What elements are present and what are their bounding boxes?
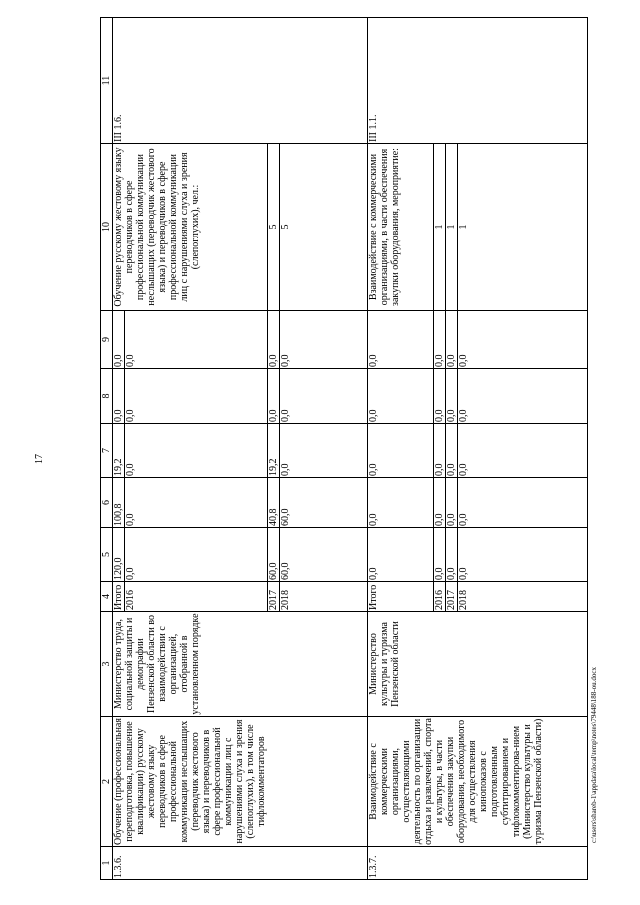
header-col-3: 3 bbox=[101, 612, 113, 717]
value-cell: 0,0 bbox=[368, 528, 434, 582]
value-cell: 0,0 bbox=[125, 528, 268, 582]
indicator-value: 5 bbox=[280, 144, 368, 311]
value-cell: 0,0 bbox=[280, 369, 368, 424]
header-col-10: 10 bbox=[101, 144, 113, 311]
value-cell: 0,0 bbox=[458, 424, 588, 478]
year-cell: 2018 bbox=[280, 582, 368, 612]
value-cell: 60,0 bbox=[268, 528, 280, 582]
value-cell: 0,0 bbox=[434, 528, 446, 582]
value-cell: 0,0 bbox=[368, 478, 434, 528]
value-cell: 0,0 bbox=[125, 478, 268, 528]
value-cell: 0,0 bbox=[368, 311, 434, 369]
value-cell: 0,0 bbox=[268, 311, 280, 369]
table-row bbox=[113, 18, 125, 880]
value-cell: 0,0 bbox=[280, 311, 368, 369]
header-col-1: 1 bbox=[101, 847, 113, 880]
indicator-name: Взаимодействие с коммерческими организациями, в части обеспечения закупки оборудования, мероприятие: bbox=[368, 144, 434, 311]
measure-executor: Министерство культуры и туризма Пензенской области bbox=[368, 612, 588, 717]
measure-number: 1.3.7. bbox=[368, 847, 588, 880]
measure-executor: Министерство труда, социальной защиты и демографии Пензенской области во взаимодействии с организацией, отобранной в установленном порядке bbox=[113, 612, 368, 717]
value-cell: 40,8 bbox=[268, 478, 280, 528]
indicator-name: Обучение русскому жестовому языку переводчиков в сфере профессиональной коммуникации неслышащих (переводчик жестового языка) и переводчиков в сфере профессиональной коммуникации лиц с нарушениями слуха и зрения (слепоглухих), чел.: bbox=[113, 144, 268, 311]
indicator-value: 5 bbox=[268, 144, 280, 311]
value-cell: 19,2 bbox=[268, 424, 280, 478]
value-cell: 0,0 bbox=[446, 424, 458, 478]
program-measures-table bbox=[100, 17, 588, 880]
value-cell: 0,0 bbox=[446, 528, 458, 582]
footer-file-path: c:\users\shareb-1\appdata\local\temp\notes\79448\188-ou.docx bbox=[590, 667, 598, 843]
year-cell: 2016 bbox=[434, 582, 446, 612]
year-cell: Итого bbox=[113, 582, 125, 612]
header-col-11: 11 bbox=[101, 18, 113, 144]
header-col-9: 9 bbox=[101, 311, 113, 369]
value-cell: 0,0 bbox=[434, 424, 446, 478]
table-row bbox=[368, 18, 434, 880]
value-cell: 0,0 bbox=[268, 369, 280, 424]
year-cell: 2017 bbox=[268, 582, 280, 612]
value-cell: 120,0 bbox=[113, 528, 125, 582]
value-cell: 0,0 bbox=[446, 478, 458, 528]
value-cell: 0,0 bbox=[113, 369, 125, 424]
value-cell: 0,0 bbox=[125, 369, 268, 424]
value-cell: 0,0 bbox=[125, 424, 268, 478]
value-cell: 0,0 bbox=[446, 369, 458, 424]
measure-name: Обучение (профессиональная переподготовка, повышение квалификации) русскому жестовому языку переводчиков в сфере профессиональной коммуникации неслышащих (переводчик жестового языка) и переводчиков в сфере профессиональной коммуникации лиц с нарушениями слуха и зрения (слепоглухих), в том числе тифлокомментаторов bbox=[113, 717, 368, 847]
indicator-value: 1 bbox=[434, 144, 446, 311]
year-cell: 2016 bbox=[125, 582, 268, 612]
header-col-4: 4 bbox=[101, 582, 113, 612]
value-cell: 60,0 bbox=[280, 478, 368, 528]
value-cell: 0,0 bbox=[446, 311, 458, 369]
section-link: III 1.6. bbox=[113, 18, 368, 144]
indicator-value: 1 bbox=[446, 144, 458, 311]
section-link: III 1.1. bbox=[368, 18, 588, 144]
year-cell: 2017 bbox=[446, 582, 458, 612]
value-cell: 0,0 bbox=[458, 311, 588, 369]
table-header-row bbox=[101, 18, 113, 880]
year-cell: Итого bbox=[368, 582, 434, 612]
header-col-6: 6 bbox=[101, 478, 113, 528]
value-cell: 0,0 bbox=[434, 311, 446, 369]
header-col-2: 2 bbox=[101, 717, 113, 847]
value-cell: 0,0 bbox=[125, 311, 268, 369]
value-cell: 100,8 bbox=[113, 478, 125, 528]
value-cell: 0,0 bbox=[458, 369, 588, 424]
value-cell: 0,0 bbox=[368, 424, 434, 478]
value-cell: 0,0 bbox=[434, 478, 446, 528]
value-cell: 60,0 bbox=[280, 528, 368, 582]
header-col-5: 5 bbox=[101, 528, 113, 582]
value-cell: 19,2 bbox=[113, 424, 125, 478]
header-col-7: 7 bbox=[101, 424, 113, 478]
value-cell: 0,0 bbox=[458, 528, 588, 582]
measure-name: Взаимодействие с коммерческими организациями, осуществляющими деятельность по организации отдыха и развлечений, спорта и культуры, в части обеспечения закупки оборудования, необходимого для осуществления кинопоказов с подготовленным субтитрированием и тифлокомментирова-нием (Министерство культуры и туризма Пензенской области) bbox=[368, 717, 588, 847]
value-cell: 0,0 bbox=[368, 369, 434, 424]
year-cell: 2018 bbox=[458, 582, 588, 612]
page-number: 17 bbox=[34, 454, 45, 464]
rotated-table-container bbox=[100, 18, 584, 880]
value-cell: 0,0 bbox=[280, 424, 368, 478]
value-cell: 0,0 bbox=[458, 478, 588, 528]
header-col-8: 8 bbox=[101, 369, 113, 424]
indicator-value: 1 bbox=[458, 144, 588, 311]
measure-number: 1.3.6. bbox=[113, 847, 368, 880]
value-cell: 0,0 bbox=[434, 369, 446, 424]
value-cell: 0,0 bbox=[113, 311, 125, 369]
